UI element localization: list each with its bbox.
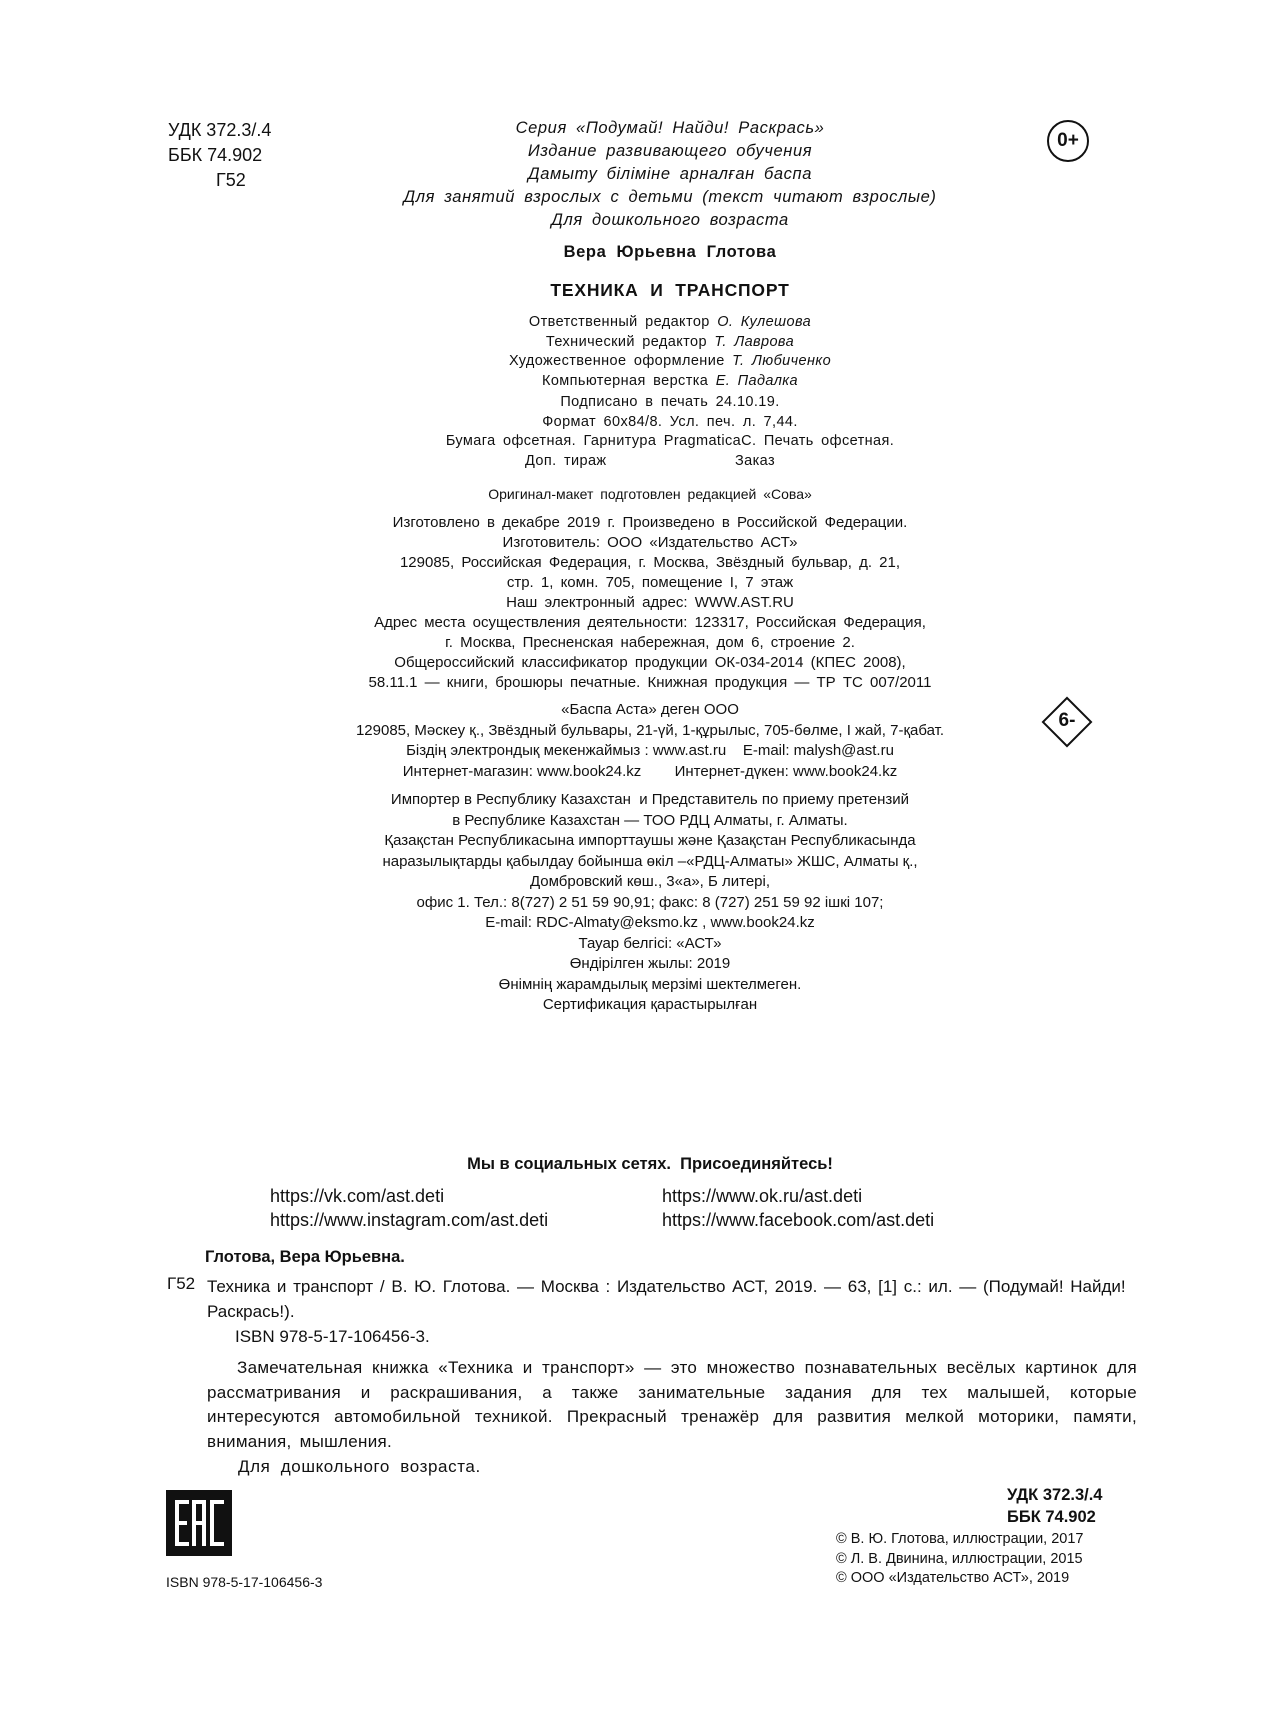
udk-code-bottom: УДК 372.3/.4 xyxy=(1007,1486,1103,1504)
social-heading: Мы в социальных сетях. Присоединяйтесь! xyxy=(467,1155,833,1173)
credit-role: Компьютерная верстка xyxy=(541,372,709,389)
credit-line xyxy=(340,333,1000,353)
importer-line: офис 1. Тел.: 8(727) 2 51 59 90,91; факс: 8 (727) 251 59 92 ішкі 107; xyxy=(416,893,884,911)
importer-line: в Республике Казахстан — ТОО РДЦ Алматы, г. Алматы. xyxy=(452,811,848,829)
series-line: Дамыту біліміне арналған баспа xyxy=(528,165,812,183)
manufacturer-line: Изготовлено в декабре 2019 г. Произведено в Российской Федерации. xyxy=(392,514,908,531)
classification-block xyxy=(168,118,271,193)
importer-line: Қазақстан Республикасына импорттаушы және Қазақстан Республикасында xyxy=(384,832,916,849)
manufacturer-line: Изготовитель: ООО «Издательство АСТ» xyxy=(502,534,798,551)
age-rating-circle-icon: 0+ xyxy=(1047,120,1089,162)
kz-publisher-line: Интернет-магазин: www.book24.kz Интернет-дүкен: www.book24.kz xyxy=(402,762,898,780)
credit-name: Т. Лаврова xyxy=(714,333,795,350)
bib-code: Г52 xyxy=(167,1274,196,1293)
kazakh-publisher-block xyxy=(240,700,1060,782)
age-rating-diamond-label: 6- xyxy=(1058,710,1076,731)
paper-info: Бумага офсетная. Гарнитура PragmaticaC. Печать офсетная. xyxy=(445,433,895,449)
series-line: Для занятий взрослых с детьми (текст читают взрослые) xyxy=(403,188,937,206)
print-info-block xyxy=(340,393,1000,471)
manufacturer-line: 129085, Российская Федерация, г. Москва, Звёздный бульвар, д. 21, xyxy=(399,554,901,571)
series-line: Издание развивающего обучения xyxy=(527,142,813,160)
eac-glyph-icon xyxy=(166,1490,232,1556)
author-mark: Г52 xyxy=(216,170,246,190)
importer-line: Өндірілген жылы: 2019 xyxy=(569,955,731,972)
kz-publisher-line: «Баспа Аста» деген ООО xyxy=(561,701,739,718)
credit-line xyxy=(340,372,1000,392)
importer-line: Сертификация қарастырылған xyxy=(542,996,758,1013)
series-line: Для дошкольного возраста xyxy=(551,211,789,229)
copyright-line: © Л. В. Двинина, иллюстрации, 2015 xyxy=(836,1550,1083,1567)
importer-block xyxy=(240,790,1060,1016)
importer-line: наразылықтарды қабылдау бойынша өкіл –«РДЦ-Алматы» ЖШС, Алматы қ., xyxy=(382,852,918,870)
importer-line: Тауар белгісі: «АСТ» xyxy=(578,934,722,952)
copyright-line: © В. Ю. Глотова, иллюстрации, 2017 xyxy=(836,1531,1084,1547)
book-description xyxy=(207,1356,1137,1454)
kz-publisher-line: 129085, Мәскеу қ., Звёздный бульвары, 21-үй, 1-құрылыс, 705-бөлме, I жай, 7-қабат. xyxy=(355,721,945,739)
order-label: Заказ xyxy=(735,452,776,469)
author-name: Вера Юрьевна Глотова xyxy=(563,243,777,261)
importer-line: E-mail: RDC-Almaty@eksmo.kz , www.book24.kz xyxy=(485,914,815,931)
credit-line xyxy=(340,352,1000,372)
manufacturer-line: Наш электронный адрес: WWW.AST.RU xyxy=(506,594,794,611)
manufacturer-line: 58.11.1 — книги, брошюры печатные. Книжная продукция — ТР ТС 007/2011 xyxy=(368,674,932,691)
credit-line xyxy=(340,313,1000,333)
age-note: Для дошкольного возраста. xyxy=(238,1457,481,1476)
format-info: Формат 60х84/8. Усл. печ. л. 7,44. xyxy=(542,413,798,430)
link-facebook[interactable]: https://www.facebook.com/ast.deti xyxy=(662,1210,935,1230)
run-order-line xyxy=(340,452,1000,472)
link-instagram[interactable]: https://www.instagram.com/ast.deti xyxy=(270,1210,549,1230)
isbn-bottom: ISBN 978-5-17-106456-3 xyxy=(166,1574,323,1590)
bib-author: Глотова, Вера Юрьевна. xyxy=(205,1248,405,1266)
udk-code: УДК 372.3/.4 xyxy=(168,120,272,140)
credit-role: Технический редактор xyxy=(545,333,707,350)
credit-role: Ответственный редактор xyxy=(528,314,710,330)
credit-name: Е. Падалка xyxy=(715,372,799,389)
credits-block xyxy=(340,313,1000,391)
signed-to-print: Подписано в печать 24.10.19. xyxy=(560,394,780,410)
social-links xyxy=(270,1184,935,1232)
series-block xyxy=(340,117,1000,232)
bib-record: Техника и транспорт / В. Ю. Глотова. — Москва : Издательство АСТ, 2019. — 63, [1] с.: ил. — (Подумай! Найди! Раскрась!). xyxy=(207,1277,1126,1321)
manufacturer-block xyxy=(240,484,1060,693)
link-vk[interactable]: https://vk.com/ast.deti xyxy=(270,1186,445,1206)
copyright-block xyxy=(836,1530,1084,1589)
bib-isbn: ISBN 978-5-17-106456-3. xyxy=(235,1327,430,1346)
book-title: ТЕХНИКА И ТРАНСПОРТ xyxy=(550,280,790,300)
credit-name: О. Кулешова xyxy=(717,314,812,330)
kz-publisher-line: Біздің электрондық мекенжаймыз : www.ast.ru E-mail: malysh@ast.ru xyxy=(406,742,894,759)
importer-line: Домбровский көш., 3«а», Б литері, xyxy=(529,873,771,890)
bbk-code-bottom: ББК 74.902 xyxy=(1007,1508,1096,1526)
bbk-code: ББК 74.902 xyxy=(168,145,263,165)
copyright-line: © ООО «Издательство АСТ», 2019 xyxy=(836,1570,1070,1586)
eac-certification-icon xyxy=(166,1490,232,1556)
manufacturer-line: Общероссийский классификатор продукции ОК-034-2014 (КПЕС 2008), xyxy=(394,654,906,671)
original-layout-note: Оригинал-макет подготовлен редакцией «Сова» xyxy=(488,486,812,502)
manufacturer-line: г. Москва, Пресненская набережная, дом 6, строение 2. xyxy=(445,634,855,651)
credit-name: Т. Любиченко xyxy=(732,353,832,369)
manufacturer-line: Адрес места осуществления деятельности: 123317, Российская Федерация, xyxy=(374,614,926,631)
series-line: Серия «Подумай! Найди! Раскрась» xyxy=(515,119,825,137)
credit-role: Художественное оформление xyxy=(508,353,725,369)
classification-bottom xyxy=(1007,1484,1102,1528)
link-ok[interactable]: https://www.ok.ru/ast.deti xyxy=(662,1186,863,1206)
manufacturer-line: стр. 1, комн. 705, помещение I, 7 этаж xyxy=(506,574,794,591)
description-text: Замечательная книжка «Техника и транспорт» — это множество познавательных весёлых картинок для рассматривания и раскрашивания, а также занимательные задания для тех малышей, которые интересуются автомобильной техникой. Прекрасный тренажёр для развития мелкой моторики, памяти, внимания, мышления. xyxy=(207,1358,1137,1451)
importer-line: Өнімнің жарамдылық мерзімі шектелмеген. xyxy=(498,975,802,993)
importer-line: Импортер в Республику Казахстан и Представитель по приему претензий xyxy=(390,791,910,808)
extra-run-label: Доп. тираж xyxy=(525,452,607,469)
